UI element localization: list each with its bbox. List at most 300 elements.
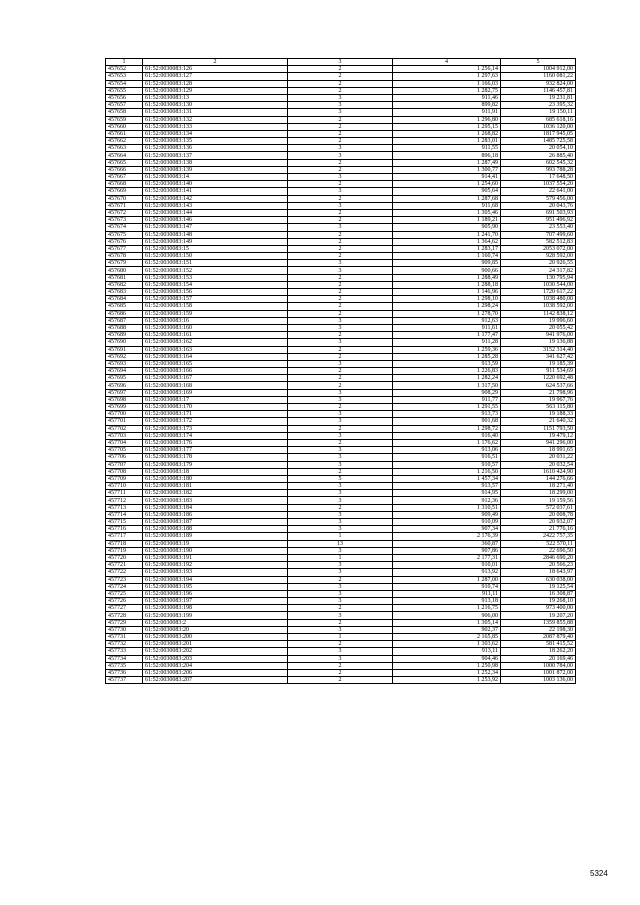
- table-row: [106, 296, 576, 303]
- table-cell: 61:52:0030083:184: [143, 504, 288, 511]
- table-row: [106, 80, 576, 87]
- table-row: [106, 418, 576, 425]
- table-cell: 20 008,78: [501, 511, 576, 518]
- table-cell: 3: [288, 432, 393, 439]
- table-cell: 1030 544,00: [501, 281, 576, 288]
- table-cell: 2: [288, 504, 393, 511]
- table-cell: 61:52:0030083:188: [143, 526, 288, 533]
- table-cell: 457679: [106, 260, 143, 267]
- table-row: [106, 87, 576, 94]
- table-cell: 61:52:0030083:129: [143, 87, 288, 94]
- table-cell: 457666: [106, 166, 143, 173]
- table-cell: 457684: [106, 296, 143, 303]
- table-cell: 2: [288, 217, 393, 224]
- table-cell: 457662: [106, 138, 143, 145]
- table-cell: 457663: [106, 145, 143, 152]
- table-cell: 901,68: [393, 418, 501, 425]
- table-cell: 457686: [106, 310, 143, 317]
- table-cell: 457658: [106, 109, 143, 116]
- table-cell: 1485 725,58: [501, 138, 576, 145]
- table-cell: 16 308,87: [501, 590, 576, 597]
- table-cell: 20 031,22: [501, 454, 576, 461]
- table-cell: 5: [288, 475, 393, 482]
- table-cell: 928 592,00: [501, 253, 576, 260]
- table-cell: 457655: [106, 87, 143, 94]
- table-row: [106, 605, 576, 612]
- table-cell: 2: [288, 87, 393, 94]
- table-row: [106, 655, 576, 662]
- table-cell: 61:52:0030083:162: [143, 339, 288, 346]
- table-cell: 2: [288, 296, 393, 303]
- table-cell: 2: [288, 619, 393, 626]
- table-row: [106, 102, 576, 109]
- table-cell: 61:52:0030083:157: [143, 296, 288, 303]
- table-row: [106, 138, 576, 145]
- table-cell: 18 299,00: [501, 490, 576, 497]
- table-cell: 61:52:0030083:200: [143, 634, 288, 641]
- table-cell: 1001 872,00: [501, 669, 576, 676]
- table-row: [106, 648, 576, 655]
- table-cell: 61:52:0030083:164: [143, 353, 288, 360]
- table-row: [106, 576, 576, 583]
- table-cell: 912,36: [393, 497, 501, 504]
- table-cell: 1 296,80: [393, 116, 501, 123]
- table-row: [106, 346, 576, 353]
- table-cell: 1 252,34: [393, 669, 501, 676]
- table-cell: 1 364,62: [393, 238, 501, 245]
- table-cell: 457681: [106, 274, 143, 281]
- table-cell: 910,74: [393, 583, 501, 590]
- table-cell: 1 256,14: [393, 66, 501, 73]
- table-cell: 61:52:0030083:147: [143, 224, 288, 231]
- table-cell: 3: [288, 202, 393, 209]
- table-cell: 130 795,94: [501, 274, 576, 281]
- table-cell: 3: [288, 324, 393, 331]
- table-cell: 24 317,82: [501, 267, 576, 274]
- table-cell: 61:52:0030083:179: [143, 461, 288, 468]
- table-cell: 61:52:0030083:127: [143, 73, 288, 80]
- table-cell: 61:52:0030083:170: [143, 404, 288, 411]
- table-row: [106, 504, 576, 511]
- table-cell: 3: [288, 598, 393, 605]
- table-cell: 911,11: [393, 590, 501, 597]
- table-row: [106, 490, 576, 497]
- table-row: [106, 317, 576, 324]
- table-cell: 1 303,62: [393, 641, 501, 648]
- table-cell: 457731: [106, 634, 143, 641]
- table-cell: 457673: [106, 217, 143, 224]
- table-row: [106, 202, 576, 209]
- table-cell: 2: [288, 439, 393, 446]
- table-cell: 3: [288, 454, 393, 461]
- table-cell: 1 317,50: [393, 382, 501, 389]
- table-cell: 457664: [106, 152, 143, 159]
- table-cell: 19 150,11: [501, 109, 576, 116]
- column-header: 1: [106, 59, 143, 66]
- table-cell: 61:52:0030083:150: [143, 253, 288, 260]
- table-cell: 911,46: [393, 94, 501, 101]
- table-cell: 2: [288, 130, 393, 137]
- table-row: [106, 353, 576, 360]
- table-cell: 457720: [106, 554, 143, 561]
- table-cell: 457705: [106, 447, 143, 454]
- table-cell: 907,86: [393, 547, 501, 554]
- table-cell: 457672: [106, 209, 143, 216]
- table-cell: 61:52:0030083:154: [143, 281, 288, 288]
- column-header: 2: [143, 59, 288, 66]
- table-cell: 457712: [106, 497, 143, 504]
- table-cell: 1 287,49: [393, 159, 501, 166]
- table-cell: 457735: [106, 662, 143, 669]
- table-cell: 913,59: [393, 360, 501, 367]
- table-cell: 911 534,69: [501, 368, 576, 375]
- table-cell: 913,11: [393, 648, 501, 655]
- table-cell: 911,91: [393, 109, 501, 116]
- table-cell: 61:52:0030083:156: [143, 289, 288, 296]
- table-row: [106, 677, 576, 684]
- table-cell: 457701: [106, 418, 143, 425]
- table-cell: 572 037,61: [501, 504, 576, 511]
- table-cell: 1 288,18: [393, 281, 501, 288]
- table-row: [106, 447, 576, 454]
- table-cell: 932 824,00: [501, 80, 576, 87]
- table-cell: 1 295,15: [393, 123, 501, 130]
- table-cell: 1 226,83: [393, 368, 501, 375]
- table-cell: 457717: [106, 533, 143, 540]
- table-cell: 61:52:0030083:153: [143, 274, 288, 281]
- table-cell: 457713: [106, 504, 143, 511]
- table-cell: 61:52:0030083:144: [143, 209, 288, 216]
- table-cell: 1 283,01: [393, 138, 501, 145]
- table-cell: 3: [288, 102, 393, 109]
- table-cell: 21 798,96: [501, 389, 576, 396]
- table-cell: 61:52:0030083:193: [143, 569, 288, 576]
- table-cell: 3: [288, 511, 393, 518]
- table-cell: 3: [288, 224, 393, 231]
- table-cell: 457669: [106, 188, 143, 195]
- table-cell: 18 271,40: [501, 483, 576, 490]
- table-cell: 1220 692,48: [501, 375, 576, 382]
- table-row: [106, 511, 576, 518]
- table-cell: 61:52:0030083:149: [143, 238, 288, 245]
- table-cell: 904,46: [393, 655, 501, 662]
- table-cell: 457674: [106, 224, 143, 231]
- table-cell: 457725: [106, 590, 143, 597]
- table-cell: 457732: [106, 641, 143, 648]
- table-cell: 2: [288, 231, 393, 238]
- table-cell: 457668: [106, 181, 143, 188]
- table-cell: 61:52:0030083:172: [143, 418, 288, 425]
- table-cell: 61:52:0030083:191: [143, 554, 288, 561]
- table-cell: 579 456,00: [501, 195, 576, 202]
- table-row: [106, 569, 576, 576]
- table-row: [106, 130, 576, 137]
- table-cell: 61:52:0030083:132: [143, 116, 288, 123]
- table-cell: 457690: [106, 339, 143, 346]
- table-cell: 61:52:0030083:177: [143, 447, 288, 454]
- table-cell: 61:52:0030083:190: [143, 547, 288, 554]
- table-row: [106, 123, 576, 130]
- table-cell: 896,18: [393, 152, 501, 159]
- table-cell: 61:52:0030083:180: [143, 475, 288, 482]
- table-cell: 1 160,74: [393, 253, 501, 260]
- table-cell: 2: [288, 245, 393, 252]
- table-cell: 3: [288, 389, 393, 396]
- table-cell: 19 185,39: [501, 360, 576, 367]
- table-cell: 61:52:0030083:203: [143, 655, 288, 662]
- table-cell: 582 512,83: [501, 238, 576, 245]
- table-row: [106, 411, 576, 418]
- table-cell: 19 125,54: [501, 583, 576, 590]
- table-cell: 457675: [106, 231, 143, 238]
- table-cell: 911,28: [393, 339, 501, 346]
- table-cell: 3: [288, 317, 393, 324]
- table-cell: 1 146,96: [393, 289, 501, 296]
- table-cell: 2: [288, 404, 393, 411]
- table-cell: 61:52:0030083:15: [143, 245, 288, 252]
- table-cell: 457654: [106, 80, 143, 87]
- table-cell: 3: [288, 648, 393, 655]
- table-row: [106, 519, 576, 526]
- table-cell: 20 055,42: [501, 324, 576, 331]
- table-cell: 3: [288, 260, 393, 267]
- table-cell: 973 400,00: [501, 605, 576, 612]
- table-cell: 61:52:0030083:2: [143, 619, 288, 626]
- table-row: [106, 209, 576, 216]
- table-cell: 457699: [106, 404, 143, 411]
- table-cell: 61:52:0030083:139: [143, 166, 288, 173]
- table-cell: 61:52:0030083:174: [143, 432, 288, 439]
- table-cell: 61:52:0030083:158: [143, 303, 288, 310]
- table-cell: 457706: [106, 454, 143, 461]
- table-cell: 2 176,39: [393, 533, 501, 540]
- table-cell: 1 278,70: [393, 310, 501, 317]
- table-cell: 1 282,24: [393, 375, 501, 382]
- table-cell: 61:52:0030083:136: [143, 145, 288, 152]
- table-cell: 2: [288, 382, 393, 389]
- table-cell: 18 991,65: [501, 447, 576, 454]
- table-cell: 1817 945,05: [501, 130, 576, 137]
- table-cell: 61:52:0030083:133: [143, 123, 288, 130]
- table-cell: 2: [288, 303, 393, 310]
- table-cell: 1 282,75: [393, 87, 501, 94]
- table-cell: 457676: [106, 238, 143, 245]
- table-cell: 913,06: [393, 447, 501, 454]
- table-cell: 457671: [106, 202, 143, 209]
- table-cell: 1151 793,50: [501, 425, 576, 432]
- table-cell: 707 499,60: [501, 231, 576, 238]
- table-cell: 2 177,31: [393, 554, 501, 561]
- table-row: [106, 425, 576, 432]
- table-cell: 941 976,00: [501, 332, 576, 339]
- table-cell: 916,51: [393, 454, 501, 461]
- table-row: [106, 174, 576, 181]
- table-cell: 1 176,62: [393, 439, 501, 446]
- table-cell: 910,01: [393, 562, 501, 569]
- table-cell: 457670: [106, 195, 143, 202]
- table-cell: 1 288,49: [393, 274, 501, 281]
- table-cell: 2: [288, 662, 393, 669]
- table-cell: 457683: [106, 289, 143, 296]
- table-cell: 993 788,28: [501, 166, 576, 173]
- table-cell: 457685: [106, 303, 143, 310]
- table-cell: 21 640,32: [501, 418, 576, 425]
- table-cell: 13: [288, 540, 393, 547]
- table-cell: 522 570,11: [501, 540, 576, 547]
- table-cell: 61:52:0030083:199: [143, 612, 288, 619]
- table-cell: 457711: [106, 490, 143, 497]
- table-cell: 61:52:0030083:189: [143, 533, 288, 540]
- table-cell: 61:52:0030083:207: [143, 677, 288, 684]
- table-row: [106, 267, 576, 274]
- table-cell: 2: [288, 289, 393, 296]
- table-cell: 2: [288, 310, 393, 317]
- table-row: [106, 217, 576, 224]
- table-cell: 20 926,55: [501, 260, 576, 267]
- table-row: [106, 310, 576, 317]
- table-row: [106, 454, 576, 461]
- table-cell: 581 415,52: [501, 641, 576, 648]
- table-cell: 914,95: [393, 490, 501, 497]
- table-cell: 1 298,72: [393, 425, 501, 432]
- table-cell: 20 032,54: [501, 461, 576, 468]
- table-cell: 61:52:0030083:141: [143, 188, 288, 195]
- table-row: [106, 195, 576, 202]
- table-row: [106, 238, 576, 245]
- table-cell: 61:52:0030083:171: [143, 411, 288, 418]
- table-cell: 1 287,00: [393, 576, 501, 583]
- table-cell: 3: [288, 519, 393, 526]
- table-cell: 905,64: [393, 188, 501, 195]
- table-cell: 61:52:0030083:142: [143, 195, 288, 202]
- table-cell: 3: [288, 145, 393, 152]
- table-cell: 22 696,50: [501, 547, 576, 554]
- table-cell: 26 885,40: [501, 152, 576, 159]
- table-cell: 2: [288, 116, 393, 123]
- table-cell: 61:52:0030083:20: [143, 626, 288, 633]
- table-row: [106, 339, 576, 346]
- table-row: [106, 188, 576, 195]
- table-cell: 1 177,47: [393, 332, 501, 339]
- table-cell: 911,55: [393, 145, 501, 152]
- table-cell: 61:52:0030083:165: [143, 360, 288, 367]
- table-cell: 457734: [106, 655, 143, 662]
- table-cell: 1 297,63: [393, 73, 501, 80]
- table-cell: 19 479,12: [501, 432, 576, 439]
- table-cell: 899,82: [393, 102, 501, 109]
- table-cell: 1 298,10: [393, 296, 501, 303]
- table-row: [106, 526, 576, 533]
- table-cell: 457703: [106, 432, 143, 439]
- table-cell: 17 648,50: [501, 174, 576, 181]
- table-row: [106, 73, 576, 80]
- column-header: 5: [501, 59, 576, 66]
- table-cell: 2: [288, 238, 393, 245]
- page-number: 5324: [590, 869, 608, 878]
- table-row: [106, 669, 576, 676]
- table-cell: 61:52:0030083:152: [143, 267, 288, 274]
- table-cell: 602 545,32: [501, 159, 576, 166]
- table-row: [106, 253, 576, 260]
- table-cell: 3: [288, 583, 393, 590]
- table-cell: 2: [288, 353, 393, 360]
- table-row: [106, 598, 576, 605]
- table-row: [106, 641, 576, 648]
- table-cell: 3: [288, 360, 393, 367]
- table-cell: 19 188,33: [501, 411, 576, 418]
- table-cell: 1 298,24: [393, 303, 501, 310]
- table-cell: 457736: [106, 669, 143, 676]
- table-row: [106, 260, 576, 267]
- table-cell: 2: [288, 576, 393, 583]
- table-cell: 61:52:0030083:186: [143, 511, 288, 518]
- table-cell: 61:52:0030083:140: [143, 181, 288, 188]
- table-cell: 61:52:0030083:128: [143, 80, 288, 87]
- table-cell: 457659: [106, 116, 143, 123]
- table-cell: 563 115,80: [501, 404, 576, 411]
- table-row: [106, 116, 576, 123]
- table-cell: 457709: [106, 475, 143, 482]
- table-cell: 3: [288, 526, 393, 533]
- table-cell: 911,77: [393, 396, 501, 403]
- table-cell: 19 207,20: [501, 612, 576, 619]
- table-cell: 2087 879,40: [501, 634, 576, 641]
- table-row: [106, 166, 576, 173]
- table-row: [106, 439, 576, 446]
- table-cell: 2: [288, 468, 393, 475]
- table-cell: 2: [288, 195, 393, 202]
- table-cell: 1: [288, 554, 393, 561]
- data-sheet: [105, 58, 575, 684]
- table-cell: 912,63: [393, 317, 501, 324]
- table-cell: 20 566,23: [501, 562, 576, 569]
- table-cell: 1142 838,12: [501, 310, 576, 317]
- table-cell: 457653: [106, 73, 143, 80]
- table-cell: 61:52:0030083:161: [143, 332, 288, 339]
- table-cell: 144 276,66: [501, 475, 576, 482]
- table-cell: 61:52:0030083:163: [143, 346, 288, 353]
- table-cell: 2053 072,00: [501, 245, 576, 252]
- table-cell: 1 216,75: [393, 605, 501, 612]
- table-row: [106, 662, 576, 669]
- table-cell: 61:52:0030083:151: [143, 260, 288, 267]
- table-cell: 457729: [106, 619, 143, 626]
- table-cell: 61:52:0030083:143: [143, 202, 288, 209]
- table-row: [106, 332, 576, 339]
- table-cell: 61:52:0030083:195: [143, 583, 288, 590]
- table-row: [106, 145, 576, 152]
- table-cell: 916,40: [393, 432, 501, 439]
- table-cell: 902,37: [393, 626, 501, 633]
- table-cell: 457733: [106, 648, 143, 655]
- table-row: [106, 404, 576, 411]
- table-row: [106, 181, 576, 188]
- table-row: [106, 152, 576, 159]
- table-cell: 61:52:0030083:137: [143, 152, 288, 159]
- table-cell: 457722: [106, 569, 143, 576]
- table-row: [106, 274, 576, 281]
- table-cell: 905,90: [393, 224, 501, 231]
- table-cell: 61:52:0030083:146: [143, 217, 288, 224]
- table-cell: 2: [288, 281, 393, 288]
- table-row: [106, 612, 576, 619]
- table-cell: 457708: [106, 468, 143, 475]
- table-cell: 2: [288, 274, 393, 281]
- table-cell: 23 553,40: [501, 224, 576, 231]
- table-row: [106, 324, 576, 331]
- table-row: [106, 540, 576, 547]
- table-cell: 2: [288, 368, 393, 375]
